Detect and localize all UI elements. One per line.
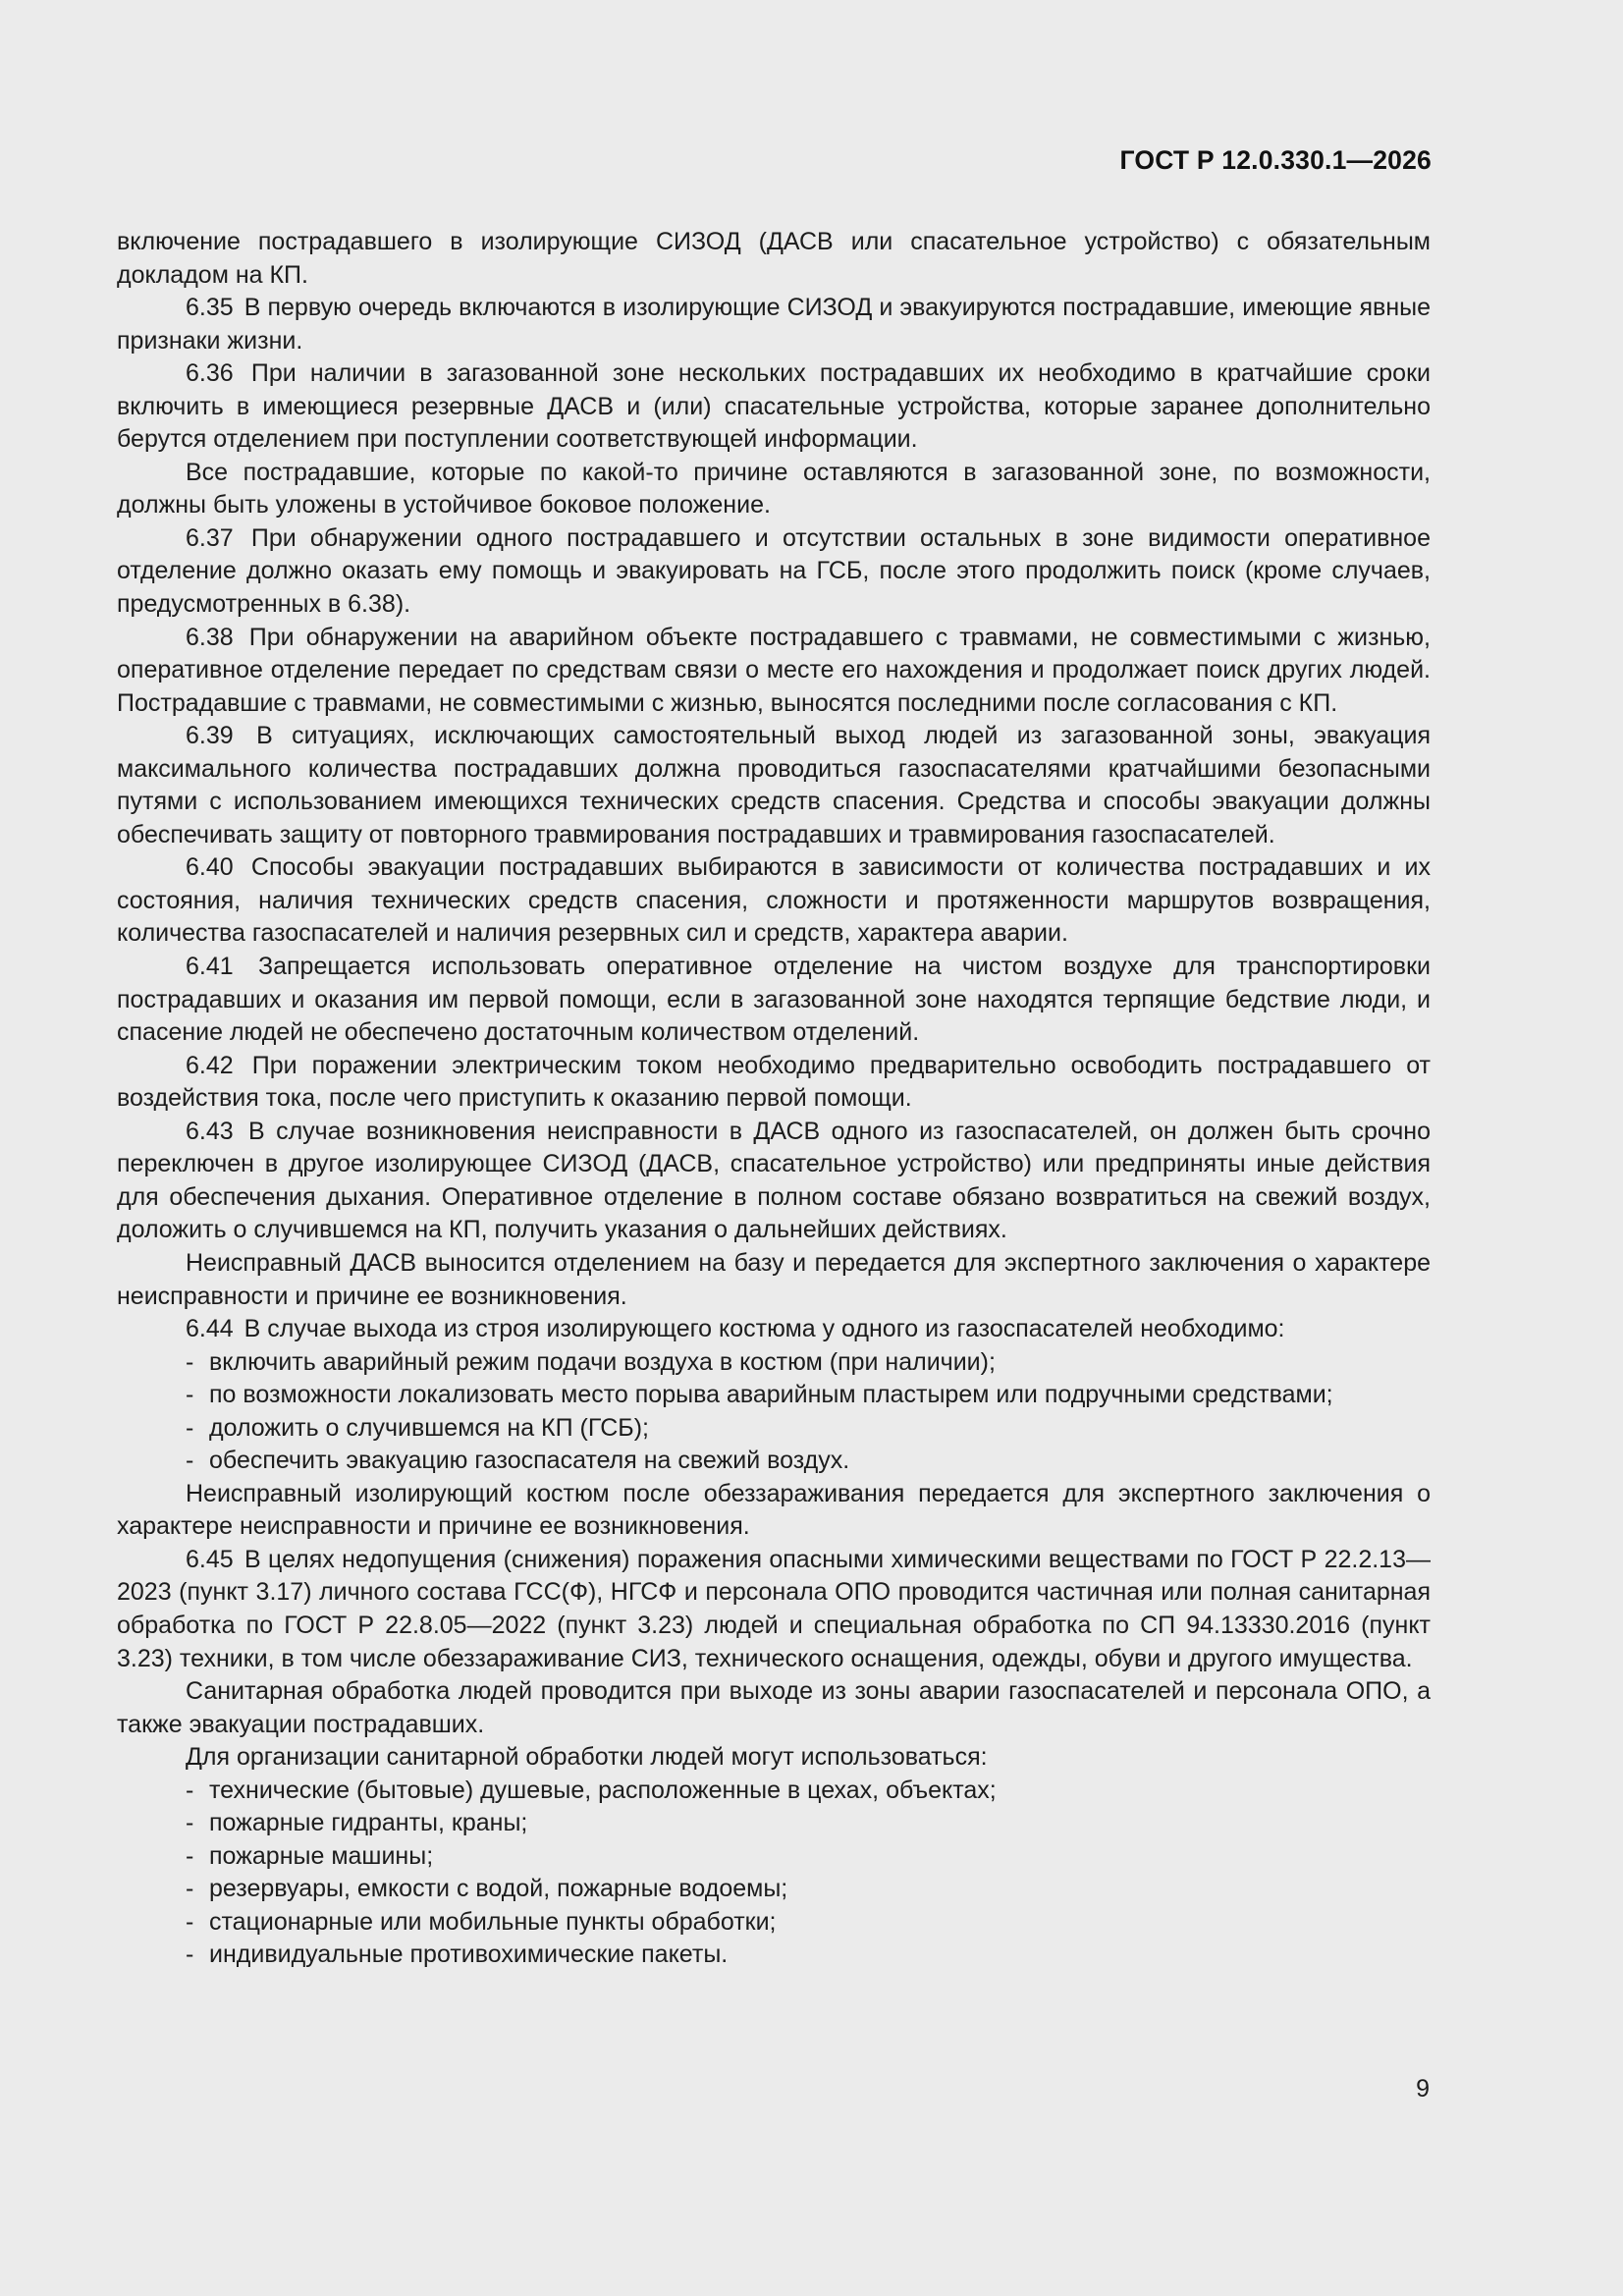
clause-number: 6.42 — [186, 1051, 234, 1079]
paragraph-text: В первую очередь включаются в изолирующие СИЗОД и эвакуируются пострадавшие, имеющие явные признаки жизни. — [117, 294, 1432, 355]
paragraph-text: При поражении электрическим током необходимо предварительно освободить пострадавшего от воздействия тока, после чего приступить к оказанию первой помощи. — [117, 1051, 1431, 1113]
clause-number: 6.40 — [186, 853, 234, 882]
list-item — [117, 1840, 1431, 1874]
clause-number: 6.43 — [186, 1117, 234, 1145]
paragraph-6-35 — [117, 292, 1431, 357]
paragraph-text: Санитарная обработка людей проводится при выходе из зоны аварии газоспасателей и персонала ОПО, а также эвакуации пострадавших. — [117, 1677, 1431, 1738]
paragraph-text: Запрещается использовать оперативное отделение на чистом воздухе для транспортировки пострадавших и оказания им первой помощи, если в загазованной зоне находятся терпящие бедствие люди, и спасение людей не обеспечено достаточным количеством отделений. — [117, 953, 1431, 1047]
clause-number: 6.38 — [186, 623, 234, 651]
list-item — [117, 1906, 1431, 1940]
paragraph-6-43 — [117, 1116, 1431, 1247]
list-item-text: обеспечить эвакуацию газоспасателя на свежий воздух. — [209, 1447, 850, 1475]
list-item-text: технические (бытовые) душевые, расположенные в цехах, объектах; — [209, 1776, 997, 1804]
list-item — [117, 1807, 1431, 1840]
paragraph-text: При обнаружении на аварийном объекте пострадавшего с травмами, не совместимыми с жизнью, оперативное отделение передает по средствам связи о месте его нахождения и продолжает поиск других людей. Пострадавшие с травмами, не совместимыми с жизнью, выносятся последними после согласования с КП. — [117, 623, 1431, 717]
paragraph-text: При обнаружении одного пострадавшего и отсутствии остальных в зоне видимости оперативное отделение должно оказать ему помощь и эвакуировать на ГСБ, после этого продолжить поиск (кроме случаев, предусмотренных в 6.38). — [117, 523, 1431, 619]
paragraph-6-45 — [117, 1544, 1431, 1675]
clause-number: 6.39 — [186, 722, 234, 750]
list-dash: - — [186, 1413, 194, 1442]
paragraph-6-44 — [117, 1313, 1431, 1346]
paragraph-6-36-cont — [117, 457, 1431, 522]
list-dash: - — [186, 1809, 194, 1837]
paragraph-6-41 — [117, 951, 1431, 1050]
paragraph-text: включение пострадавшего в изолирующие СИЗОД (ДАСВ или спасательное устройство) с обязательным докладом на КП. — [117, 228, 1431, 289]
list-item-text: резервуары, емкости с водой, пожарные водоемы; — [209, 1875, 788, 1903]
paragraph-6-39 — [117, 720, 1431, 851]
document-code-header: ГОСТ Р 12.0.330.1—2026 — [1119, 145, 1432, 175]
list-dash: - — [186, 1381, 194, 1409]
paragraph-6-43-cont — [117, 1247, 1431, 1313]
list-dash: - — [186, 1875, 194, 1903]
paragraph-text: Неисправный ДАСВ выносится отделением на базу и передается для экспертного заключения о характере неисправности и причине ее возникновения. — [117, 1248, 1431, 1310]
paragraph-6-36 — [117, 357, 1431, 457]
clause-number: 6.35 — [186, 294, 234, 322]
clause-number: 6.37 — [186, 523, 234, 552]
list-item — [117, 1873, 1431, 1906]
list-item-text: стационарные или мобильные пункты обработки; — [209, 1907, 777, 1936]
clause-number: 6.45 — [186, 1545, 234, 1573]
list-item-text: доложить о случившемся на КП (ГСБ); — [209, 1413, 649, 1442]
list-item — [117, 1775, 1431, 1808]
list-item — [117, 1412, 1431, 1446]
paragraph-6-37 — [117, 522, 1431, 622]
paragraph-text: При наличии в загазованной зоне нескольких пострадавших их необходимо в кратчайшие сроки включить в имеющиеся резервные ДАСВ и (или) спасательные устройства, которые заранее дополнительно берутся отделением при поступлении соответствующей информации. — [117, 359, 1431, 454]
clause-number: 6.44 — [186, 1315, 234, 1343]
paragraph-text: В случае возникновения неисправности в ДАСВ одного из газоспасателей, он должен быть срочно переключен в другое изолирующее СИЗОД (ДАСВ, спасательное устройство) или предприняты иные действия для обеспечения дыхания. Оперативное отделение в полном составе обязано возвратиться на свежий воздух, доложить о случившемся на КП, получить указания о дальнейших действиях. — [117, 1117, 1431, 1244]
paragraph-text: Способы эвакуации пострадавших выбираются в зависимости от количества пострадавших и их состояния, наличия технических средств спасения, сложности и протяженности маршрутов возвращения, количества газоспасателей и наличия резервных сил и средств, характера аварии. — [117, 853, 1431, 948]
paragraph-6-40 — [117, 851, 1431, 951]
list-item — [117, 1445, 1431, 1478]
page-number: 9 — [1416, 2075, 1430, 2103]
paragraph-text: В целях недопущения (снижения) поражения опасными химическими веществами по ГОСТ Р 22.2.13—2023 (пункт 3.17) личного состава ГСС(Ф), НГСФ и персонала ОПО проводится частичная или полная санитарная обработка по ГОСТ Р 22.8.05—2022 (пункт 3.23) людей и специальная обработка по СП 94.13330.2016 (пункт 3.23) техники, в том числе обеззараживание СИЗ, технического оснащения, одежды, обуви и другого имущества. — [117, 1545, 1431, 1672]
paragraph-continuation — [117, 226, 1431, 292]
paragraph-6-44-cont — [117, 1478, 1431, 1544]
paragraph-6-45-cont-2 — [117, 1741, 1431, 1775]
paragraph-text: Для организации санитарной обработки людей могут использоваться: — [186, 1743, 988, 1772]
list-dash: - — [186, 1941, 194, 1969]
list-item-text: пожарные гидранты, краны; — [209, 1809, 528, 1837]
paragraph-text: Неисправный изолирующий костюм после обеззараживания передается для экспертного заключения о характере неисправности и причине ее возникновения. — [117, 1479, 1431, 1541]
list-item — [117, 1346, 1431, 1380]
paragraph-6-45-cont-1 — [117, 1675, 1431, 1741]
list-dash: - — [186, 1447, 194, 1475]
list-dash: - — [186, 1347, 194, 1376]
list-item-text: включить аварийный режим подачи воздуха в костюм (при наличии); — [209, 1347, 996, 1376]
paragraph-text: Все пострадавшие, которые по какой-то причине оставляются в загазованной зоне, по возможности, должны быть уложены в устойчивое боковое положение. — [117, 458, 1431, 519]
list-dash: - — [186, 1841, 194, 1870]
list-item-text: пожарные машины; — [209, 1841, 434, 1870]
paragraph-text: В случае выхода из строя изолирующего костюма у одного из газоспасателей необходимо: — [243, 1315, 1285, 1343]
list-item-text: индивидуальные противохимические пакеты. — [209, 1941, 729, 1969]
list-item-text: по возможности локализовать место порыва аварийным пластырем или подручными средствами; — [209, 1381, 1333, 1409]
list-dash: - — [186, 1907, 194, 1936]
list-item — [117, 1379, 1431, 1412]
document-body — [117, 226, 1431, 1972]
clause-number: 6.41 — [186, 953, 234, 981]
list-dash: - — [186, 1776, 194, 1804]
paragraph-text: В ситуациях, исключающих самостоятельный выход людей из загазованной зоны, эвакуация максимального количества пострадавших должна проводиться газоспасателями кратчайшими безопасными путями с использованием имеющихся технических средств спасения. Средства и способы эвакуации должны обеспечивать защиту от повторного травмирования пострадавших и травмирования газоспасателей. — [117, 722, 1431, 848]
paragraph-6-42 — [117, 1050, 1431, 1116]
paragraph-6-38 — [117, 622, 1431, 721]
list-item — [117, 1939, 1431, 1972]
clause-number: 6.36 — [186, 359, 234, 388]
